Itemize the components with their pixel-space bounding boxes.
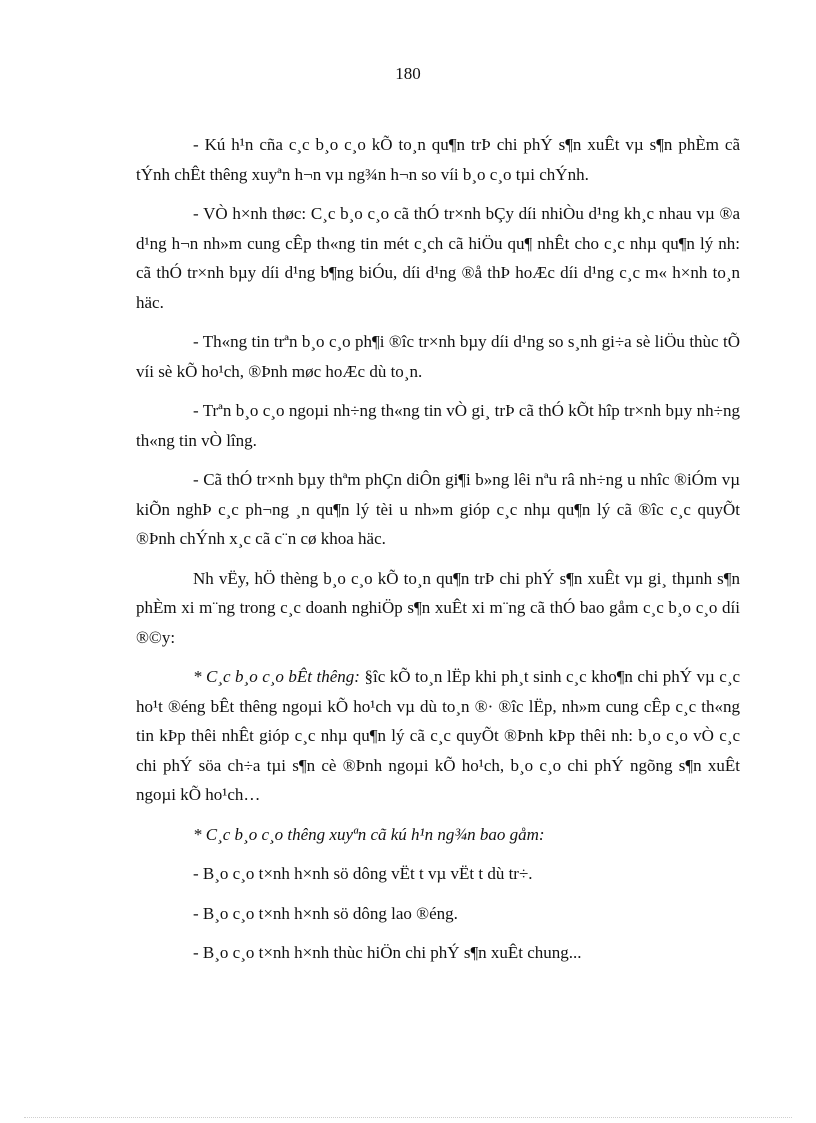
section-a-heading: * C¸c b¸o c¸o bÊt thêng: (193, 667, 360, 686)
paragraph: - Kú h¹n cña c¸c b¸o c¸o kÕ to¸n qu¶n trÞ chi phÝ s¶n xuÊt vµ s¶n phÈm cã tÝnh chÊt thêng xuyªn h¬n vµ ng¾n h¬n so víi b¸o c¸o tµi chÝnh. (136, 135, 740, 184)
list-item: - B¸o c¸o t×nh h×nh sö dông lao ®éng. (193, 903, 458, 923)
paragraph: - Th«ng tin trªn b¸o c¸o ph¶i ®îc tr×nh bµy díi d¹ng so s¸nh gi÷a sè liÖu thùc tÕ víi sè kÕ ho¹ch, ®Þnh møc hoÆc dù to¸n. (136, 332, 740, 381)
section-a-paragraph (136, 662, 740, 810)
paragraph: Nh vËy, hÖ thèng b¸o c¸o kÕ to¸n qu¶n trÞ chi phÝ s¶n xuÊt vµ gi¸ thµnh s¶n phÈm xi m¨ng trong c¸c doanh nghiÖp s¶n xuÊt xi m¨ng cã thÓ bao gåm c¸c b¸o c¸o díi ®©y: (136, 568, 740, 647)
list-item: - B¸o c¸o t×nh h×nh sö dông vËt t vµ vËt t dù tr÷. (193, 864, 533, 883)
section-a-text: §îc kÕ to¸n lËp khi ph¸t sinh c¸c kho¶n chi phÝ vµ c¸c ho¹t ®éng bÊt thêng ngoµi kÕ ho¹ch vµ dù to¸n ®· ®îc lËp, nh»m cung cÊp c¸c th«ng tin kÞp thêi nhÊt gióp c¸c nhµ qu¶n lý cã c¸c quyÕt ®Þnh kÞp thêi nh: b¸o c¸o vÒ c¸c chi phÝ söa ch÷a tµi s¶n cè ®Þnh ngoµi kÕ ho¹ch, b¸o c¸o chi phÝ ngõng s¶n xuÊt ngoµi kÕ ho¹ch… (136, 667, 741, 804)
section-b-heading: * C¸c b¸o c¸o thêng xuyªn cã kú h¹n ng¾n bao gåm: (193, 824, 545, 844)
paragraph: - VÒ h×nh thøc: C¸c b¸o c¸o cã thÓ tr×nh bÇy díi nhiÒu d¹ng kh¸c nhau vµ ®a d¹ng h¬n nh»m cung cÊp th«ng tin mét c¸ch cã hiÖu qu¶ nhÊt cho c¸c nhµ qu¶n lý nh: cã thÓ tr×nh bµy díi d¹ng b¶ng biÓu, díi d¹ng ®å thÞ hoÆc díi d¹ng c¸c m« h×nh to¸n häc. (136, 204, 740, 312)
paragraph: - Cã thÓ tr×nh bµy thªm phÇn diÔn gi¶i b»ng lêi nªu râ nh÷ng u nhîc ®iÓm vµ kiÕn nghÞ c¸c ph¬ng ¸n qu¶n lý tèi u nh»m gióp c¸c nhµ qu¶n lý cã ®îc c¸c quyÕt ®Þnh chÝnh x¸c cã c¨n cø khoa häc. (136, 470, 740, 548)
paragraph: - Trªn b¸o c¸o ngoµi nh÷ng th«ng tin vÒ gi¸ trÞ cã thÓ kÕt hîp tr×nh bµy nh÷ng th«ng tin vÒ lîng. (136, 401, 740, 450)
list-item: - B¸o c¸o t×nh h×nh thùc hiÖn chi phÝ s¶n xuÊt chung... (193, 943, 582, 962)
document-body (136, 130, 740, 978)
page-number: 180 (395, 64, 421, 83)
bottom-divider (24, 1117, 792, 1118)
